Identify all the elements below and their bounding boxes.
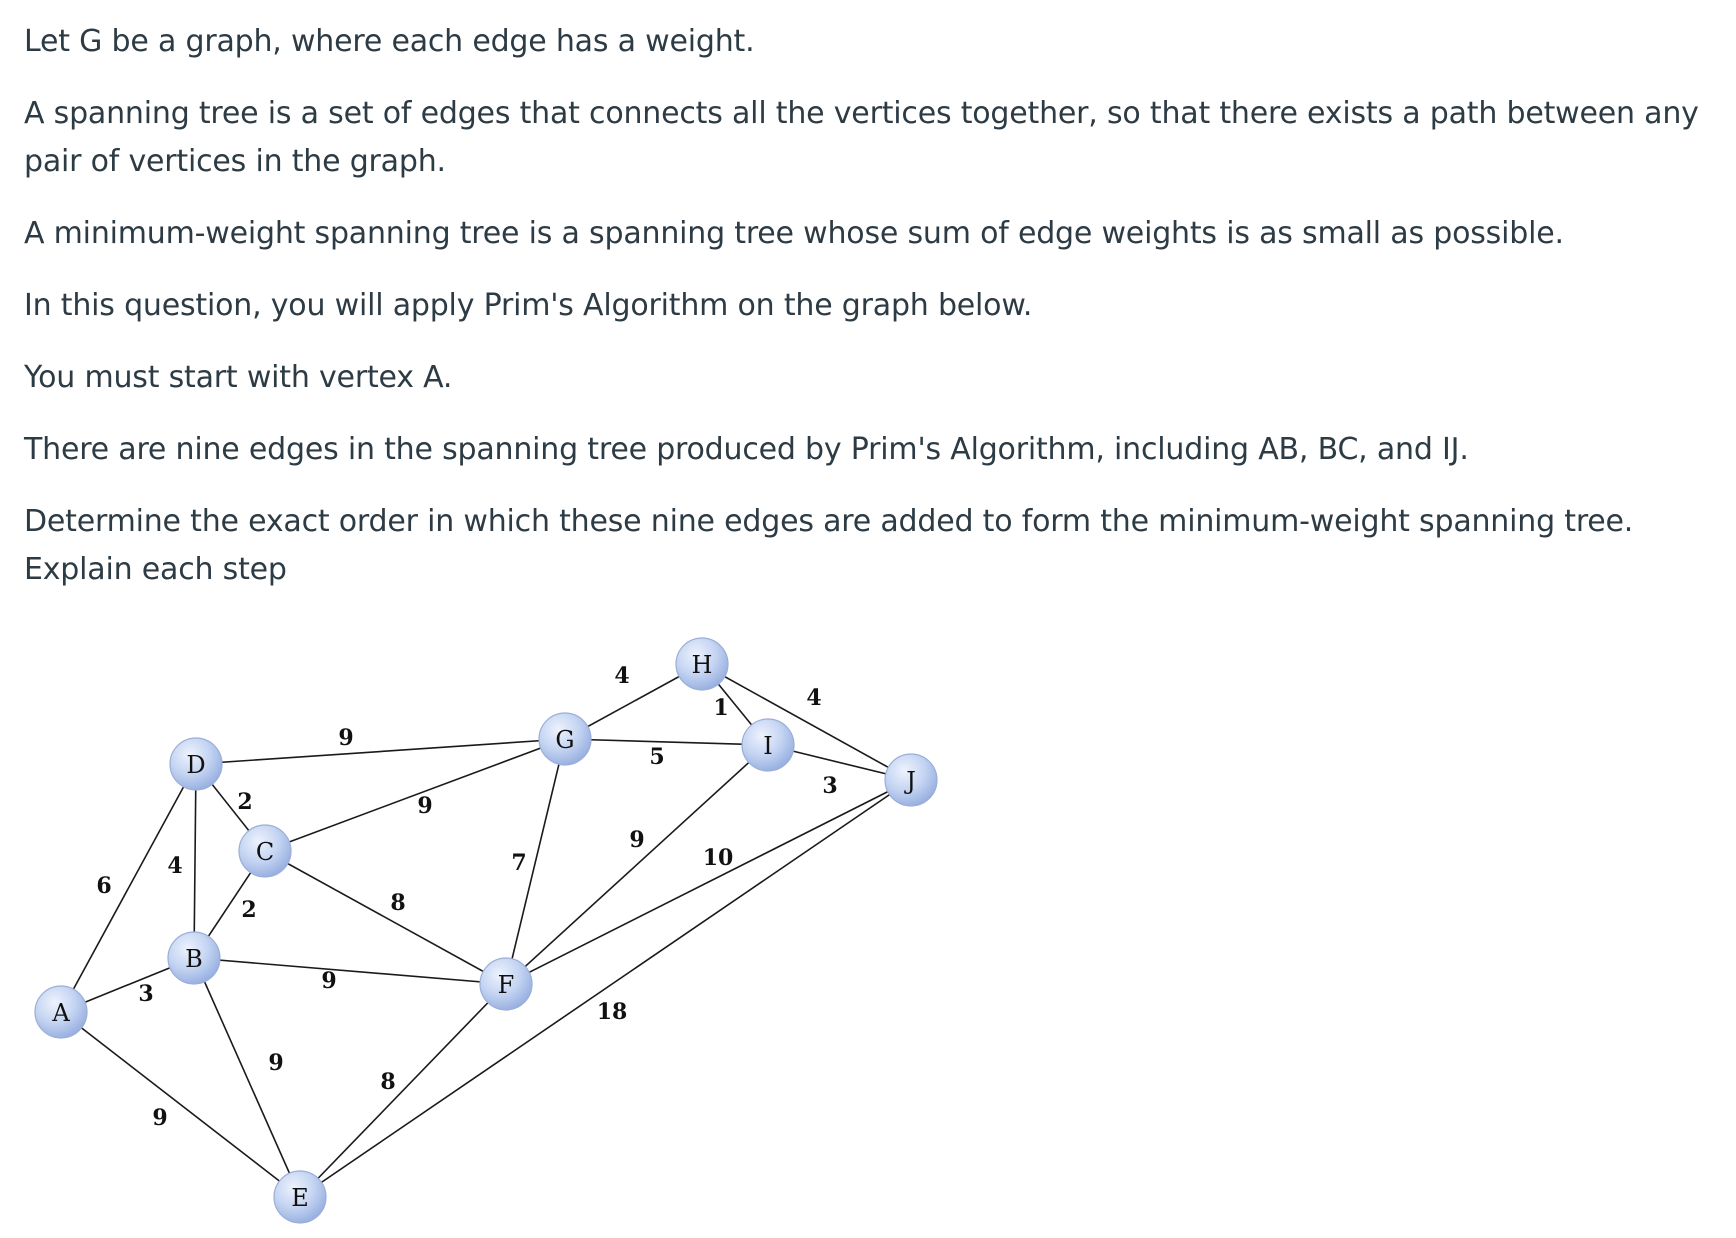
question-paragraph: Determine the exact order in which these nine edges are added to form the minimum-weight spanning tree. Explain each step bbox=[24, 504, 1634, 587]
vertex-e bbox=[274, 1171, 326, 1223]
edge-weight-hj: 4 bbox=[806, 685, 822, 711]
vertex-label: J bbox=[906, 767, 916, 795]
edge-fj bbox=[506, 780, 911, 984]
edge-weight-gf: 7 bbox=[511, 850, 527, 876]
edge-be bbox=[194, 958, 300, 1197]
edge-weights-layer bbox=[96, 663, 837, 1131]
edge-weight-dg: 9 bbox=[338, 725, 354, 751]
vertices-layer bbox=[35, 638, 937, 1223]
vertex-h bbox=[676, 638, 728, 690]
edge-weight-gi: 5 bbox=[649, 744, 665, 770]
edge-weight-ej: 18 bbox=[596, 999, 628, 1025]
vertex-f bbox=[480, 958, 532, 1010]
edge-weight-hi: 1 bbox=[713, 695, 729, 721]
vertex-label: I bbox=[763, 732, 773, 760]
edge-weight-ab: 3 bbox=[138, 981, 154, 1007]
question-paragraph: In this question, you will apply Prim's Algorithm on the graph below. bbox=[24, 288, 1033, 323]
edge-weight-be: 9 bbox=[268, 1050, 284, 1076]
vertex-label: H bbox=[691, 651, 713, 679]
vertex-g bbox=[539, 713, 591, 765]
vertex-a bbox=[35, 986, 87, 1038]
question-paragraph: A minimum-weight spanning tree is a spanning tree whose sum of edge weights is as small as possible. bbox=[24, 216, 1564, 251]
edge-weight-ef: 8 bbox=[380, 1069, 396, 1095]
edge-hj bbox=[702, 664, 911, 780]
vertex-label: D bbox=[186, 751, 206, 779]
edge-ae bbox=[61, 1012, 300, 1197]
edge-weight-ad: 6 bbox=[96, 873, 112, 899]
vertex-b bbox=[168, 932, 220, 984]
edge-gi bbox=[565, 739, 768, 745]
edge-weight-bf: 9 bbox=[321, 968, 337, 994]
vertex-label: B bbox=[185, 945, 203, 973]
vertex-c bbox=[239, 825, 291, 877]
question-paragraph: Let G be a graph, where each edge has a weight. bbox=[24, 24, 755, 59]
edge-weight-cb: 2 bbox=[241, 897, 257, 923]
vertex-label: E bbox=[291, 1184, 309, 1212]
vertex-label: F bbox=[497, 971, 515, 999]
question-paragraph: You must start with vertex A. bbox=[24, 360, 453, 395]
vertex-i bbox=[742, 719, 794, 771]
vertex-d bbox=[170, 738, 222, 790]
edge-weight-ij: 3 bbox=[822, 773, 838, 799]
edge-ef bbox=[300, 984, 506, 1197]
edge-bf bbox=[194, 958, 506, 984]
edge-weight-gh: 4 bbox=[614, 663, 630, 689]
edge-weight-dc: 2 bbox=[237, 789, 253, 815]
vertex-label: G bbox=[555, 726, 575, 754]
edge-cf bbox=[265, 851, 506, 984]
vertex-label: A bbox=[52, 999, 70, 1027]
vertex-j bbox=[885, 754, 937, 806]
edge-weight-db: 4 bbox=[167, 853, 183, 879]
question-paragraph: A spanning tree is a set of edges that connects all the vertices together, so that there exists a path between any pair of vertices in the graph. bbox=[24, 96, 1699, 179]
edge-weight-fi: 9 bbox=[629, 827, 645, 853]
edge-db bbox=[194, 764, 196, 958]
edge-weight-fj: 10 bbox=[702, 845, 734, 871]
question-paragraph: There are nine edges in the spanning tree produced by Prim's Algorithm, including AB, BC, and IJ. bbox=[24, 432, 1469, 467]
edge-weight-cg: 9 bbox=[417, 793, 433, 819]
edge-weight-cf: 8 bbox=[390, 890, 406, 916]
edge-weight-ae: 9 bbox=[152, 1105, 168, 1131]
edge-ej bbox=[300, 780, 911, 1197]
vertex-label: C bbox=[255, 838, 275, 866]
